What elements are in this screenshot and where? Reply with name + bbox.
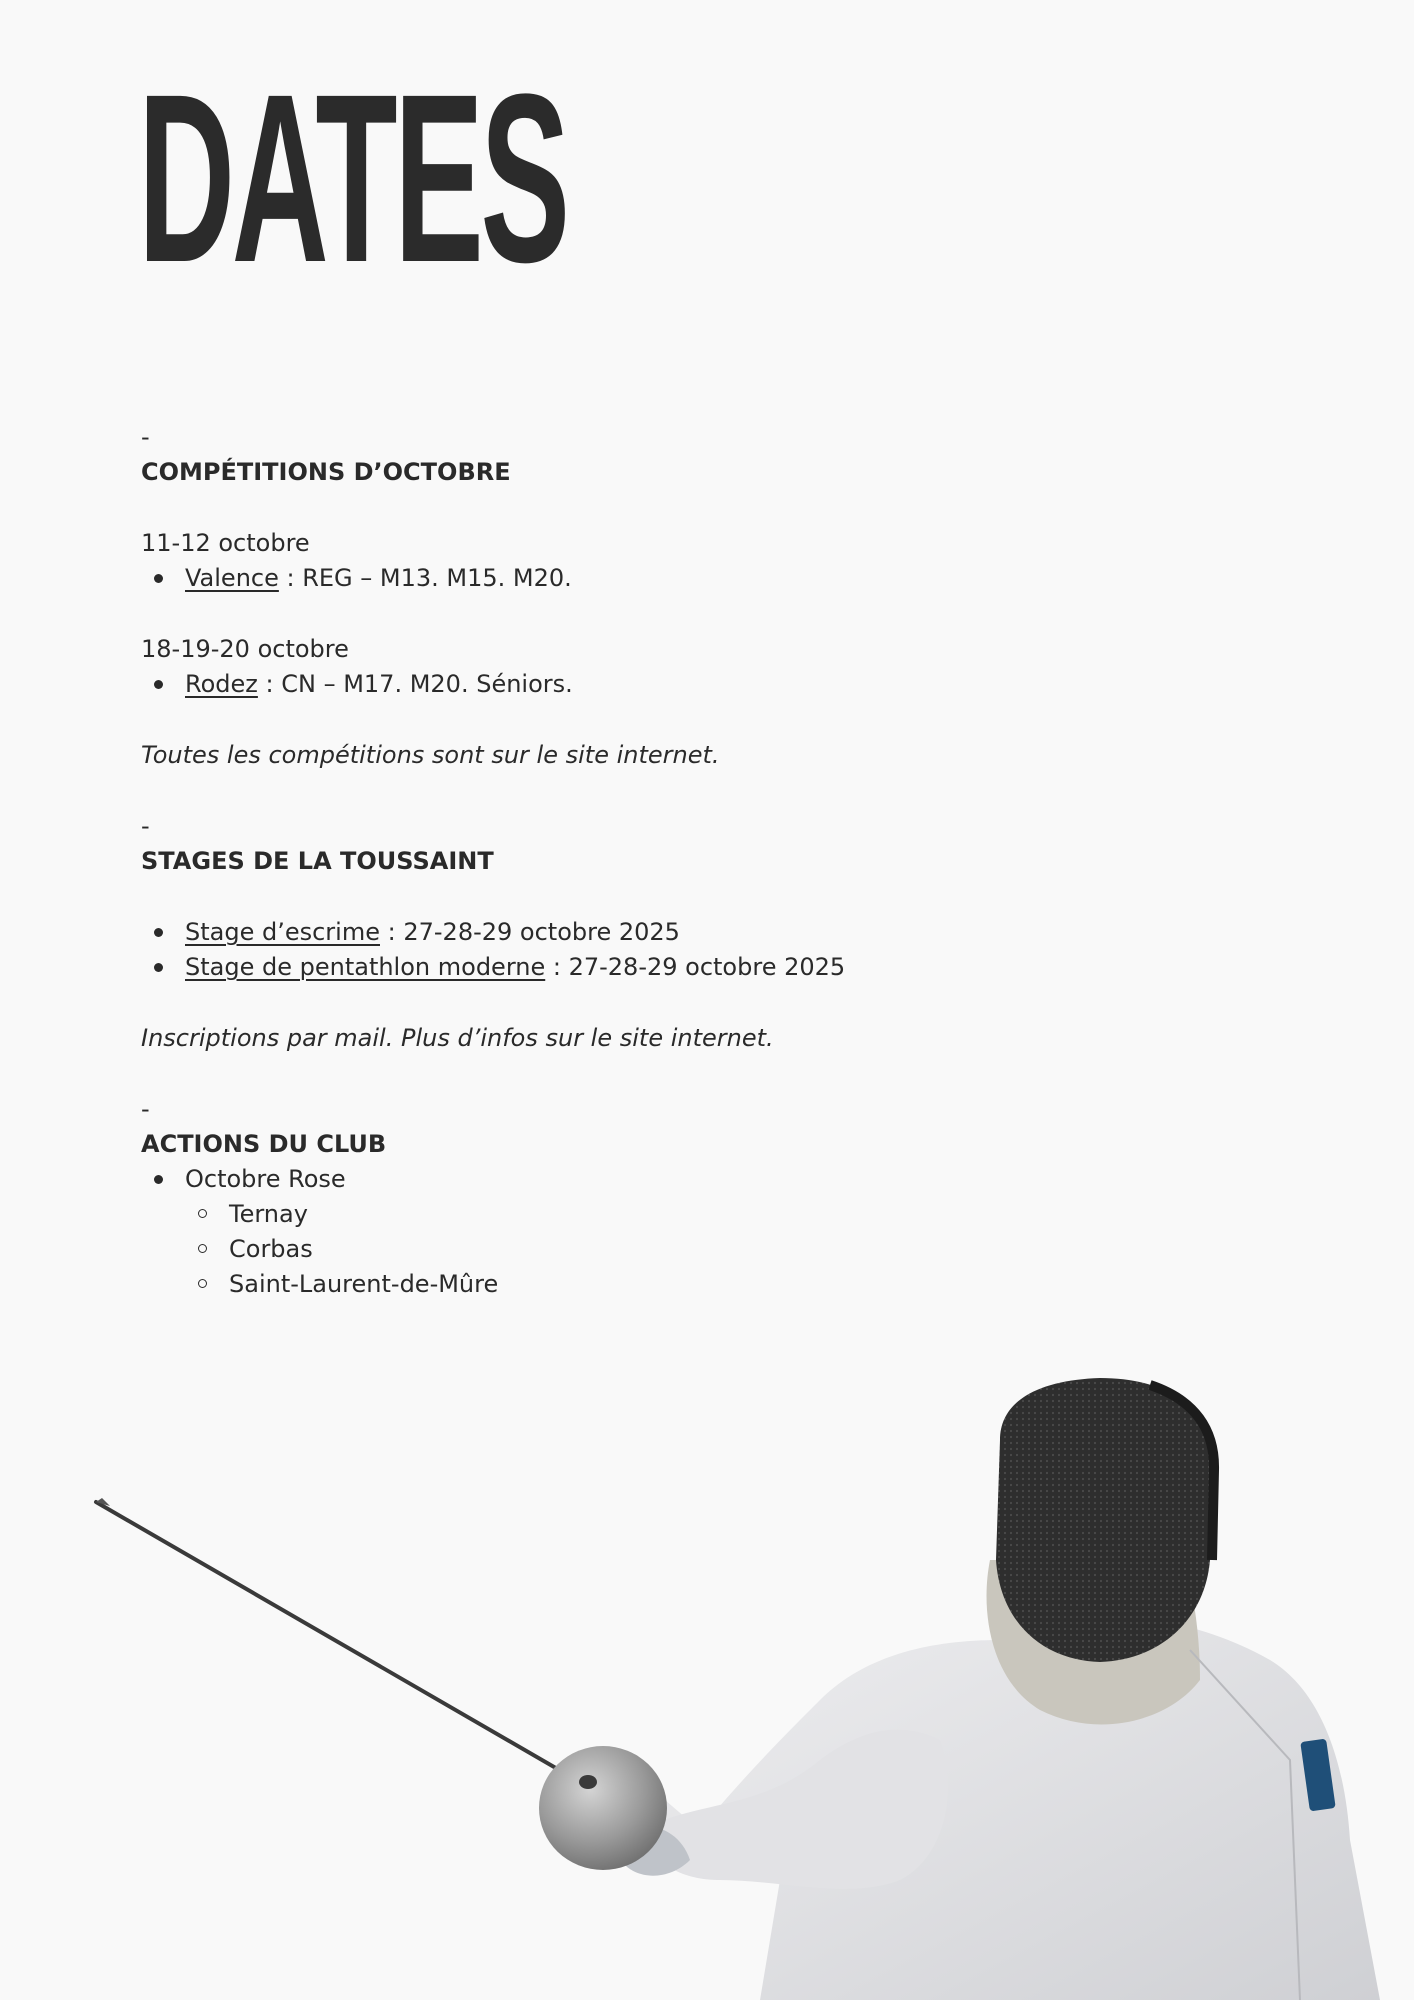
list-item [141,950,1041,985]
section-dash: - [141,812,150,840]
stage-pentathlon-link[interactable]: Stage de pentathlon moderne [185,953,546,981]
stages-list [141,915,1041,985]
stage-details: : 27-28-29 octobre 2025 [545,953,846,981]
list-item [141,561,1041,596]
list-item [141,915,1041,950]
section-dash: - [141,1095,150,1123]
event-list [141,667,1041,702]
page-title: DATES [138,44,567,312]
sub-list-item: Saint-Laurent-de-Mûre [141,1267,1041,1302]
epee-guard [539,1746,667,1870]
action-label: Octobre Rose [185,1165,346,1193]
event-details: : REG – M13. M15. M20. [278,564,572,592]
actions-sublist [141,1197,1041,1302]
fencing-mask [996,1378,1212,1662]
competitions-note: Toutes les compétitions sont sur le site internet. [141,741,720,769]
event-date: 11-12 octobre [141,529,310,557]
event-list [141,561,1041,596]
event-details: : CN – M17. M20. Séniors. [257,670,573,698]
event-date: 18-19-20 octobre [141,635,349,663]
stage-escrime-link[interactable]: Stage d’escrime [185,918,380,946]
event-place-link-valence[interactable]: Valence [185,564,279,592]
stage-details: : 27-28-29 octobre 2025 [380,918,680,946]
section-heading-actions: ACTIONS DU CLUB [141,1130,387,1158]
list-item [141,667,1041,702]
section-dash: - [141,423,150,451]
actions-list [141,1162,1041,1197]
sub-list-item: Ternay [141,1197,1041,1232]
epee-blade [96,1502,580,1782]
stages-note: Inscriptions par mail. Plus d’infos sur le site internet. [141,1024,774,1052]
section-heading-competitions: COMPÉTITIONS D’OCTOBRE [141,458,511,486]
sub-list-item: Corbas [141,1232,1041,1267]
main-content [141,420,1041,1302]
section-heading-stages: STAGES DE LA TOUSSAINT [141,847,494,875]
list-item [141,1162,1041,1197]
event-place-link-rodez[interactable]: Rodez [185,670,258,698]
